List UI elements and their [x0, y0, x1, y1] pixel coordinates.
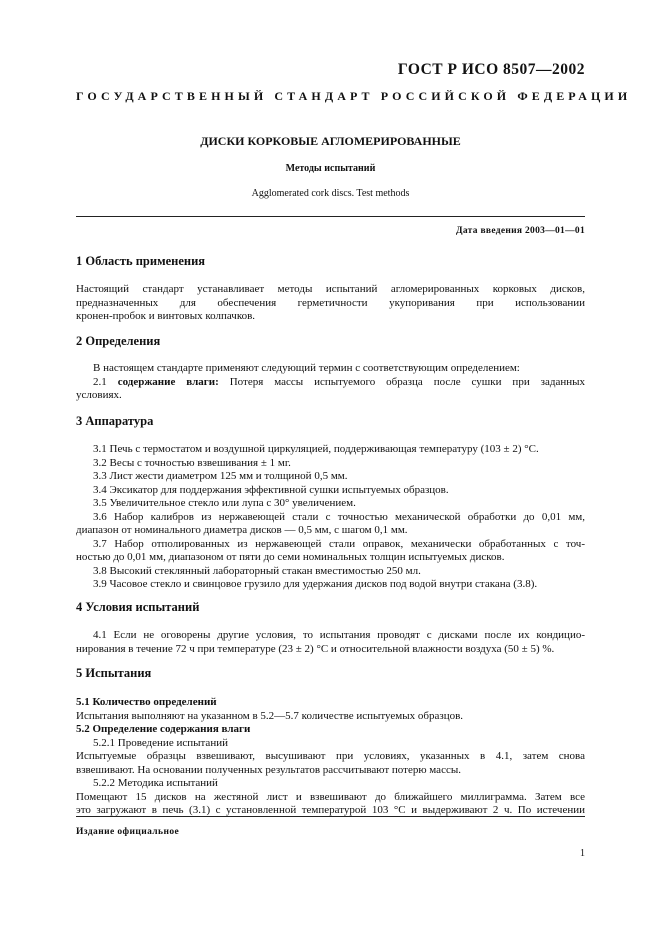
list-item: 3.3 Лист жести диаметром 125 мм и толщиной 0,5 мм.: [93, 470, 348, 482]
section-2-heading: 2 Определения: [76, 334, 161, 348]
list-item: 3.5 Увеличительное стекло или лупа с 30° увеличением.: [93, 497, 356, 509]
subsection-title: 5.2 Определение содержания влаги: [76, 723, 251, 735]
section-1-heading: 1 Область применения: [76, 254, 206, 268]
section-5-body: [76, 696, 585, 818]
paragraph-line: кронен-пробок и винтовых колпачков.: [76, 310, 256, 322]
edition-label: Издание официальное: [76, 827, 180, 837]
subsection-title: 5.2.1 Проведение испытаний: [93, 736, 228, 749]
list-item: 3.4 Эксикатор для поддержания эффективной сушки испытуемых образцов.: [93, 483, 449, 496]
list-item-continuation: ностью до 0,01 мм, диапазоном от пяти до семи номинальных толщин испытуемых дисков.: [76, 551, 505, 563]
section-3-body: [76, 443, 585, 592]
top-divider: [76, 216, 585, 217]
section-5-heading: 5 Испытания: [76, 666, 152, 680]
definition-line: [76, 376, 585, 390]
standard-number: ГОСТ Р ИСО 8507—2002: [397, 61, 585, 78]
term-definition: Потеря массы испытуемого образца после сушки при заданных: [229, 375, 586, 388]
state-standard-banner: ГОСУДАРСТВЕННЫЙ СТАНДАРТ РОССИЙСКОЙ ФЕДЕРАЦИИ: [76, 89, 632, 103]
introduction-date: Дата введения 2003—01—01: [456, 226, 585, 236]
section-1-body: [76, 283, 585, 324]
paragraph-line: 4.1 Если не оговорены другие условия, то испытания проводят с дисками после их кондицио-: [93, 629, 585, 641]
paragraph-line: предназначенных для обеспечения герметичности укупоривания при использовании: [76, 296, 585, 309]
definition-line: условиях.: [76, 389, 122, 401]
paragraph-line: Испытания выполняют на указанном в 5.2—5.7 количестве испытуемых образцов.: [76, 709, 464, 722]
bottom-divider: [76, 816, 585, 817]
subsection-title: 5.1 Количество определений: [76, 696, 217, 708]
document-title: ДИСКИ КОРКОВЫЕ АГЛОМЕРИРОВАННЫЕ: [200, 134, 461, 148]
list-item: 3.8 Высокий стеклянный лабораторный стакан вместимостью 250 мл.: [93, 564, 421, 577]
paragraph-line: В настоящем стандарте применяют следующий термин с соответствующим определением:: [93, 362, 520, 374]
section-3-heading: 3 Аппаратура: [76, 414, 154, 428]
paragraph-line: взвешивают. На основании полученных результатов рассчитывают потерю массы.: [76, 763, 461, 776]
term: содержание влаги:: [117, 375, 219, 388]
paragraph-line: Помещают 15 дисков на жестяной лист и взвешивают до ближайшего миллиграмма. Затем все: [76, 790, 585, 803]
english-title: Agglomerated cork discs. Test methods: [251, 188, 410, 199]
document-subtitle: Методы испытаний: [285, 163, 376, 174]
list-item-continuation: диапазон от номинального диаметра дисков — 0,5 мм, с шагом 0,1 мм.: [76, 524, 408, 536]
paragraph-line: нирования в течение 72 ч при температуре (23 ± 2) °С и относительной влажности воздуха (50 ± 5) %.: [76, 642, 555, 655]
term-number: 2.1: [93, 375, 107, 388]
section-4-body: [76, 629, 585, 656]
list-item: 3.6 Набор калибров из нержавеющей стали с точностью механической обработки до 0,01 мм,: [93, 510, 585, 523]
section-4-heading: 4 Условия испытаний: [76, 600, 200, 614]
list-item: 3.2 Весы с точностью взвешивания ± 1 мг.: [93, 456, 291, 469]
list-item: 3.1 Печь с термостатом и воздушной циркуляцией, поддерживающая температуру (103 ± 2) °С.: [93, 443, 539, 455]
subsection-title: 5.2.2 Методика испытаний: [93, 777, 218, 789]
section-2-body: [76, 362, 585, 403]
paragraph-line: Настоящий стандарт устанавливает методы испытаний агломерированных корковых дисков,: [76, 283, 585, 295]
page-number: 1: [580, 848, 585, 859]
paragraph-line: это загружают в печь (3.1) с установленной температурой 103 °С и выдерживают 2 ч. По истечении: [76, 804, 585, 816]
list-item: 3.9 Часовое стекло и свинцовое грузило для удержания дисков под водой внутри стакана (3.8).: [93, 578, 538, 590]
list-item: 3.7 Набор отполированных из нержавеющей стали оправок, механически обработанных с точ-: [93, 537, 585, 550]
paragraph-line: Испытуемые образцы взвешивают, высушивают при условиях, указанных в 4.1, затем снова: [76, 750, 585, 762]
